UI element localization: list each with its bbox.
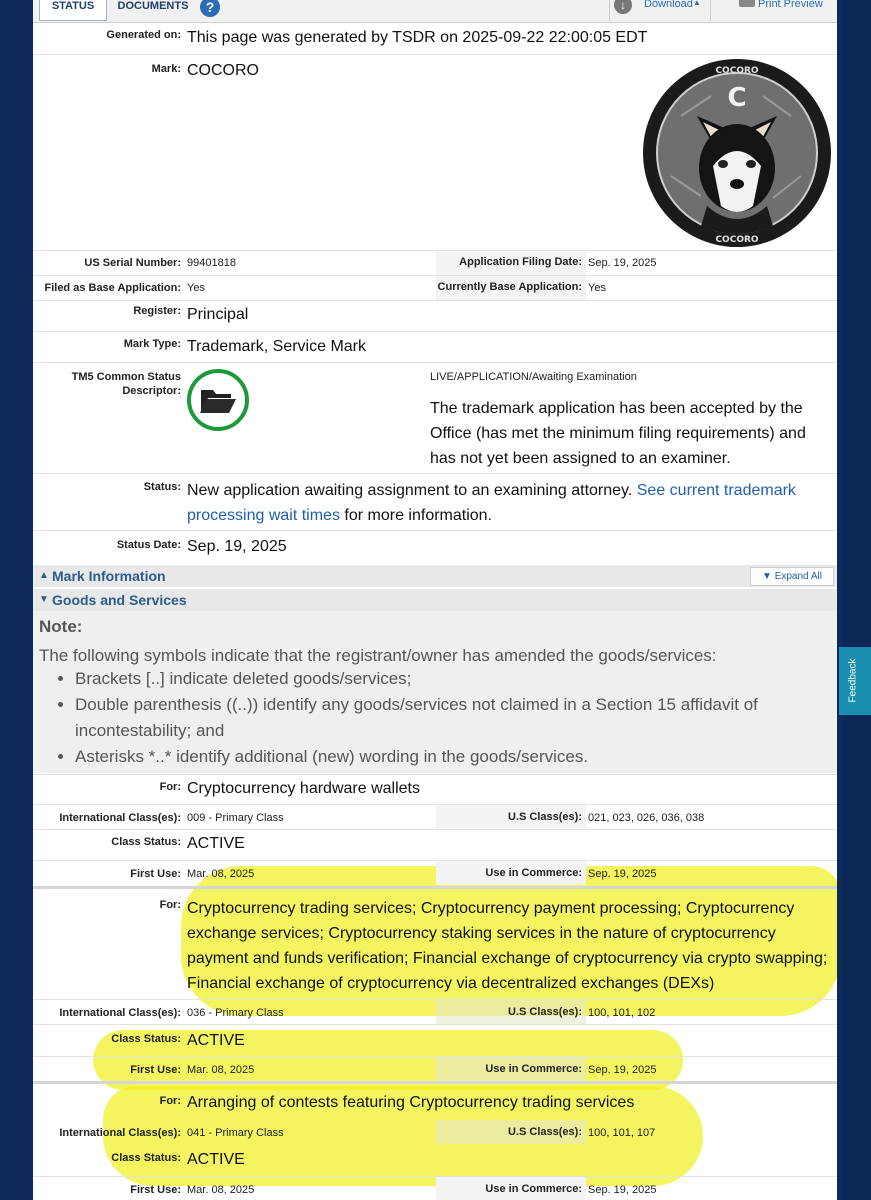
goods-1-class-status xyxy=(33,830,837,860)
note-item: • Asterisks *..* identify additional (new) wording in the goods/services. xyxy=(75,744,837,770)
row-serial xyxy=(33,251,837,275)
mark-value: COCORO xyxy=(187,59,259,83)
tm5-status-code: LIVE/APPLICATION/Awaiting Examination xyxy=(430,371,637,383)
tm5-label-line-2: Descriptor: xyxy=(122,385,181,397)
us-class-label-cell xyxy=(436,805,586,829)
filed-base-value: Yes xyxy=(187,282,205,294)
use-commerce-label-cell xyxy=(436,1057,586,1081)
class-status-label: Class Status: xyxy=(111,1152,181,1164)
intl-class-value: 041 - Primary Class xyxy=(187,1127,284,1139)
mark-logo-image xyxy=(641,56,833,250)
goods-description: Cryptocurrency hardware wallets xyxy=(187,780,420,797)
use-commerce-label: Use in Commerce: xyxy=(485,1063,582,1075)
use-commerce-label-cell xyxy=(436,861,586,885)
goods-3-class-status xyxy=(33,1145,837,1175)
status-date-value: Sep. 19, 2025 xyxy=(187,535,287,559)
first-use-value: Mar. 08, 2025 xyxy=(187,1184,255,1196)
note-item: • Brackets [..] indicate deleted goods/services; xyxy=(75,666,837,692)
intl-class-label: International Class(es): xyxy=(59,812,181,824)
register-label: Register: xyxy=(133,305,181,317)
current-base-value: Yes xyxy=(588,282,606,294)
feedback-label: Feedback xyxy=(847,658,859,703)
goods-1-use-dates xyxy=(33,861,837,885)
expand-all-label: Expand All xyxy=(774,571,822,582)
goods-2-class-status xyxy=(33,1025,837,1055)
amendment-note xyxy=(33,611,837,773)
class-status-value: ACTIVE xyxy=(187,1151,245,1168)
feedback-tab[interactable] xyxy=(839,647,871,715)
section-mark-information[interactable] xyxy=(33,565,837,587)
us-class-label-cell xyxy=(436,1000,586,1024)
print-preview-label: Print Preview xyxy=(758,0,823,10)
logo-text-top: COCORO xyxy=(715,66,759,76)
status-tail: for more information. xyxy=(344,507,493,524)
us-class-value: 100, 101, 102 xyxy=(588,1007,656,1019)
first-use-label: First Use: xyxy=(130,1184,181,1196)
wait-times-link[interactable]: See current trademark processing wait times xyxy=(187,482,796,524)
goods-2-use-dates xyxy=(33,1057,837,1081)
class-status-value: ACTIVE xyxy=(187,1032,245,1049)
note-intro: The following symbols indicate that the registrant/owner has amended the goods/services: xyxy=(39,646,717,665)
use-commerce-label: Use in Commerce: xyxy=(485,1183,582,1195)
mark-label: Mark: xyxy=(151,63,181,75)
goods-2-for xyxy=(33,892,837,1000)
class-status-label: Class Status: xyxy=(111,1033,181,1045)
section-goods-and-services[interactable] xyxy=(33,589,837,611)
use-commerce-label: Use in Commerce: xyxy=(485,867,582,879)
register-value: Principal xyxy=(187,303,248,327)
goods-3-for xyxy=(33,1087,837,1119)
section-title: Mark Information xyxy=(52,568,166,584)
group-divider xyxy=(33,1081,837,1084)
tab-status[interactable]: STATUS xyxy=(39,0,107,21)
print-preview-button[interactable] xyxy=(737,0,837,21)
tm5-status-description: The trademark application has been accepted by the Office (has met the minimum filing requirements) and has not yet been assigned to an examiner. xyxy=(430,400,806,467)
printer-icon xyxy=(739,0,755,7)
open-folder-icon xyxy=(186,368,250,432)
goods-description: Cryptocurrency trading services; Cryptocurrency payment processing; Cryptocurrency exchange services; Cryptocurrency staking services in the nature of cryptocurrency payment and funds verification; Financial exchange of cryptocurrency via crypto swapping; Financial exchange of cryptocurrency via decentralized exchanges (DEXs) xyxy=(187,900,828,992)
tm5-label-line-1: TM5 Common Status xyxy=(71,371,181,383)
note-title: Note: xyxy=(39,617,83,636)
filing-date-label-cell xyxy=(436,251,586,275)
status-label: Status: xyxy=(143,481,181,493)
us-class-label-cell xyxy=(436,1120,586,1144)
row-tm5-status xyxy=(33,363,837,473)
use-commerce-label-cell xyxy=(436,1177,586,1200)
goods-1-for xyxy=(33,775,837,804)
intl-class-label: International Class(es): xyxy=(59,1127,181,1139)
row-mark xyxy=(33,56,837,250)
goods-2-classes xyxy=(33,1000,837,1024)
for-label: For: xyxy=(159,781,181,793)
current-base-label: Currently Base Application: xyxy=(437,281,582,293)
status-date-label: Status Date: xyxy=(116,539,181,551)
svg-text:C: C xyxy=(727,83,747,113)
class-status-value: ACTIVE xyxy=(187,835,245,852)
use-commerce-value: Sep. 19, 2025 xyxy=(588,1064,657,1076)
for-label: For: xyxy=(159,899,181,911)
goods-description: Arranging of contests featuring Cryptocurrency trading services xyxy=(187,1094,635,1111)
goods-3-classes xyxy=(33,1120,837,1144)
expand-all-button[interactable] xyxy=(750,567,834,586)
tm5-label xyxy=(33,370,181,398)
intl-class-label: International Class(es): xyxy=(59,1007,181,1019)
goods-3-use-dates xyxy=(33,1177,837,1200)
download-label: Download xyxy=(644,0,693,10)
first-use-label: First Use: xyxy=(130,1064,181,1076)
serial-value: 99401818 xyxy=(187,257,236,269)
goods-1-classes xyxy=(33,805,837,829)
group-divider xyxy=(33,886,837,889)
class-status-label: Class Status: xyxy=(111,836,181,848)
section-title: Goods and Services xyxy=(52,592,187,608)
download-arrow-icon: ↓ xyxy=(614,0,632,14)
first-use-value: Mar. 08, 2025 xyxy=(187,868,255,880)
caret-up-icon: ▲ xyxy=(39,570,49,581)
us-class-label: U.S Class(es): xyxy=(508,1006,582,1018)
row-base-application xyxy=(33,276,837,300)
tab-bar xyxy=(33,0,837,23)
status-text: New application awaiting assignment to an examining attorney. xyxy=(187,482,633,499)
tsdr-status-page xyxy=(33,0,837,1200)
right-page-margin xyxy=(843,0,871,1200)
current-base-label-cell xyxy=(436,276,586,300)
intl-class-value: 036 - Primary Class xyxy=(187,1007,284,1019)
status-value xyxy=(187,478,833,528)
use-commerce-value: Sep. 19, 2025 xyxy=(588,868,657,880)
caret-down-icon: ▼ xyxy=(39,594,49,605)
logo-text-bottom: COCORO xyxy=(715,235,759,245)
mark-type-value: Trademark, Service Mark xyxy=(187,335,366,359)
filed-base-label: Filed as Base Application: xyxy=(44,282,181,294)
caret-down-icon: ▼ xyxy=(762,571,772,582)
use-commerce-value: Sep. 19, 2025 xyxy=(588,1184,657,1196)
download-button[interactable] xyxy=(609,0,711,21)
us-class-value: 021, 023, 026, 036, 038 xyxy=(588,812,705,824)
help-icon[interactable]: ? xyxy=(200,0,220,17)
generated-label: Generated on: xyxy=(106,29,181,41)
note-list xyxy=(39,666,837,770)
intl-class-value: 009 - Primary Class xyxy=(187,812,284,824)
divider xyxy=(33,54,837,55)
caret-up-icon: ▲ xyxy=(693,0,701,7)
us-class-label: U.S Class(es): xyxy=(508,1126,582,1138)
for-label: For: xyxy=(159,1095,181,1107)
filing-date-label: Application Filing Date: xyxy=(459,256,582,268)
row-status-date xyxy=(33,531,837,563)
first-use-value: Mar. 08, 2025 xyxy=(187,1064,255,1076)
us-class-label: U.S Class(es): xyxy=(508,811,582,823)
row-status xyxy=(33,474,837,530)
mark-type-label: Mark Type: xyxy=(123,338,181,350)
row-mark-type xyxy=(33,332,837,362)
filing-date-value: Sep. 19, 2025 xyxy=(588,257,657,269)
first-use-label: First Use: xyxy=(130,868,181,880)
note-item: • Double parenthesis ((..)) identify any goods/services not claimed in a Section 15 affidavit of incontestability; and xyxy=(75,692,837,744)
serial-label: US Serial Number: xyxy=(84,257,181,269)
row-register xyxy=(33,301,837,331)
us-class-value: 100, 101, 107 xyxy=(588,1127,656,1139)
row-generated xyxy=(33,24,837,54)
tab-documents[interactable]: DOCUMENTS xyxy=(117,0,189,12)
generated-value: This page was generated by TSDR on 2025-09-22 22:00:05 EDT xyxy=(187,26,647,50)
